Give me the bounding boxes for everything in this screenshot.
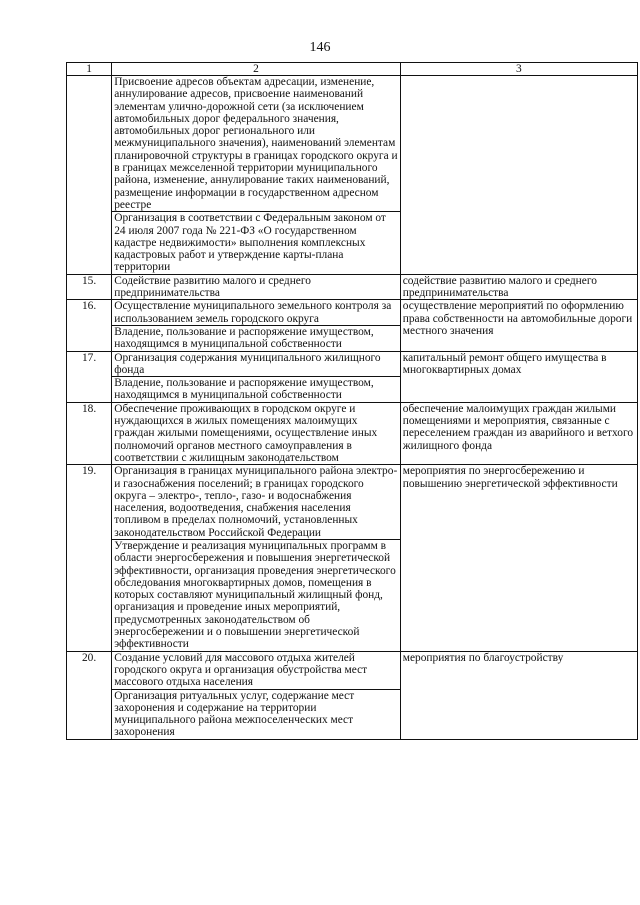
authority-text: Осуществление муниципального земельного контроля за использованием земель городского округа [112,300,401,326]
table-row [67,651,638,689]
table-row [67,76,638,212]
authority-text: Присвоение адресов объектам адресации, изменение, аннулирование адресов, присвоение наименований элементам улично-дорожной сети (за исключением автомобильных дорог федерального значения, автомобильных дорог регионального или межмуниципального значения), наименований элементам планировочной структуры в границах городского округа и в границах межселенной территории муниципального района, изменение, аннулирование таких наименований, размещение информации в государственном адресном реестре [112,76,401,212]
authority-text: Утверждение и реализация муниципальных программ в области энергосбережения и повышения энергетической эффективности, организация проведения энергетического обследования многоквартирных домов, помещения в которых составляют муниципальный жилищный фонд, организация и проведение иных мероприятий, предусмотренных законодательством об энергосбережении и о повышении энергетической эффективности [112,539,401,651]
authority-text: Обеспечение проживающих в городском округе и нуждающихся в жилых помещениях малоимущих граждан жилыми помещениями, осуществление иных полномочий органов местного самоуправления в соответствии с жилищным законодательством [112,402,401,464]
row-number: 20. [67,651,112,739]
row-number: 19. [67,465,112,651]
table-row [67,351,638,377]
authority-text: Владение, пользование и распоряжение имуществом, находящимся в муниципальной собственности [112,377,401,403]
table-row [67,465,638,540]
column-header-1: 1 [67,63,112,76]
authority-text: Содействие развитию малого и среднего предпринимательства [112,274,401,300]
activity-text: осуществление мероприятий по оформлению права собственности на автомобильные дороги местного значения [400,300,637,351]
authority-text: Создание условий для массового отдыха жителей городского округа и организация обустройства мест массового отдыха населения [112,651,401,689]
row-number [67,76,112,275]
activity-text: мероприятия по энергосбережению и повышению энергетической эффективности [400,465,637,651]
table-row [67,402,638,464]
page-number: 146 [309,40,331,55]
authority-text: Организация в границах муниципального района электро- и газоснабжения поселений; в границах городского округа – электро-, тепло-, газо- и водоснабжения населения, водоотведения, снабжения населения топливом в пределах полномочий, установленных законодательством Российской Федерации [112,465,401,540]
activity-text: капитальный ремонт общего имущества в многоквартирных домах [400,351,637,402]
column-header-2: 2 [112,63,401,76]
column-header-3: 3 [400,63,637,76]
row-number: 17. [67,351,112,402]
table-row [67,274,638,300]
header-row [67,63,638,76]
activity-text [400,76,637,275]
authority-text: Организация в соответствии с Федеральным законом от 24 июля 2007 года № 221-ФЗ «О государственном кадастре недвижимости» выполнения комплексных кадастровых работ и утверждение карты-плана территории [112,212,401,274]
row-number: 16. [67,300,112,351]
authority-text: Организация содержания муниципального жилищного фонда [112,351,401,377]
authority-text: Владение, пользование и распоряжение имуществом, находящимся в муниципальной собственности [112,325,401,351]
authority-text: Организация ритуальных услуг, содержание мест захоронения и содержание на территории муниципального района межпоселенческих мест захоронения [112,689,401,739]
row-number: 18. [67,402,112,464]
powers-table [66,62,638,740]
table-row [67,300,638,326]
activity-text: содействие развитию малого и среднего предпринимательства [400,274,637,300]
activity-text: обеспечение малоимущих граждан жилыми помещениями и мероприятия, связанные с переселением граждан из аварийного и ветхого жилищного фонда [400,402,637,464]
row-number: 15. [67,274,112,300]
activity-text: мероприятия по благоустройству [400,651,637,739]
table-body [67,63,638,740]
